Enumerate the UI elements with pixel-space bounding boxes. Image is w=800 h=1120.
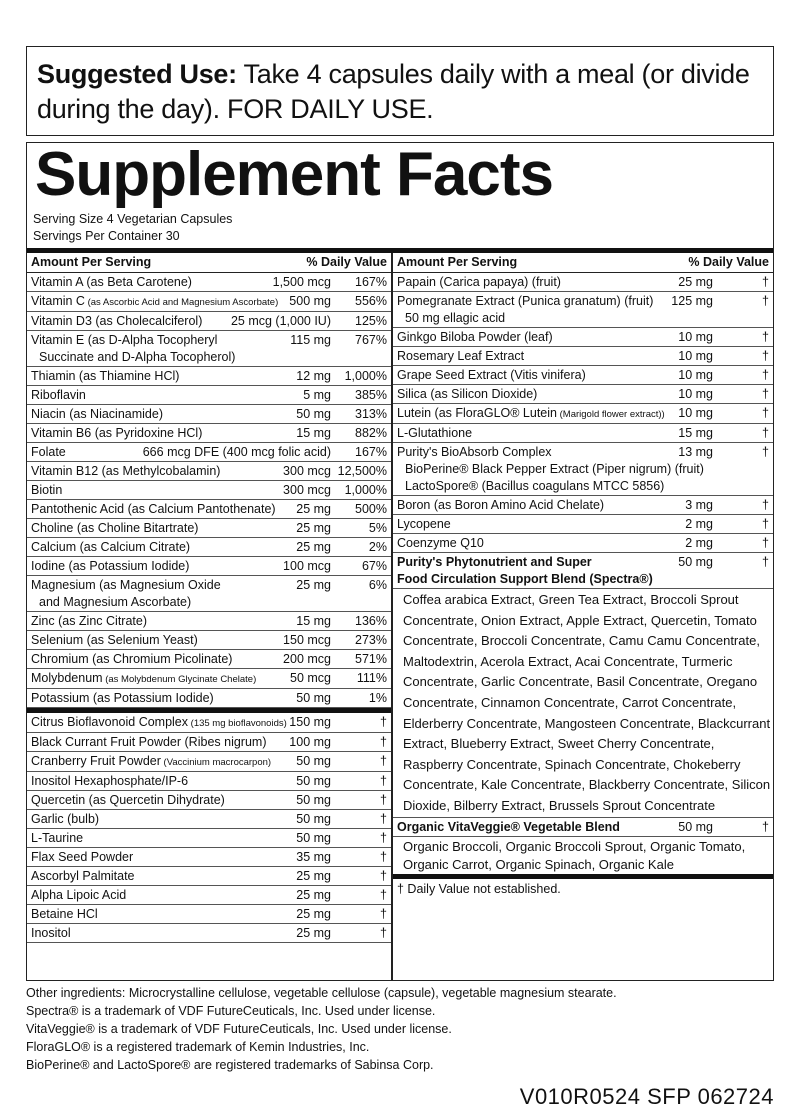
other-line: BioPerine® and LactoSpore® are registered trademarks of Sabinsa Corp. [26,1058,434,1072]
nutrient-amount: 50 mg [296,831,331,845]
nutrient-amount: 25 mcg (1,000 IU) [230,314,331,328]
nutrient-row [393,328,773,347]
nutrient-name: Flax Seed Powder [31,850,134,864]
header-amount: Amount Per Serving [31,255,152,269]
nutrient-amount: 150 mg [289,715,331,729]
nutrient-dv: 500% [355,502,387,516]
nutrient-name: Biotin [31,483,63,497]
nutrient-row [27,791,391,810]
nutrient-dv: 1% [368,691,387,705]
nutrient-dv: † [380,907,387,921]
nutrient-dv: † [762,445,769,459]
nutrient-name: Vitamin C [31,294,85,308]
nutrient-amount: 10 mg [678,330,713,344]
nutrient-dv: 67% [361,559,387,573]
nutrient-dv: † [762,387,769,401]
nutrient-dv: † [380,926,387,940]
nutrient-row [27,650,391,669]
nutrient-row [27,424,391,443]
nutrient-row [27,405,391,424]
nutrient-amount: 25 mg [296,578,331,592]
nutrient-dv: † [380,774,387,788]
other-ingredients [26,984,617,1074]
nutrient-dv: † [762,498,769,512]
nutrient-row [27,924,391,943]
nutrient-name: Selenium (as Selenium Yeast) [31,633,198,647]
nutrient-name: L-Taurine [31,831,84,845]
blend1-title-1: Purity's Phytonutrient and Super [397,555,592,569]
nutrient-name: Vitamin B6 (as Pyridoxine HCl) [31,426,203,440]
nutrient-name: Thiamin (as Thiamine HCl) [31,369,180,383]
nutrient-name: Citrus Bioflavonoid Complex [31,715,189,729]
suggested-use-text: Take 4 capsules daily with a meal (or divide during the day). FOR DAILY USE. [37,59,750,124]
nutrient-name: Lycopene [397,517,451,531]
nutrient-name: Coenzyme Q10 [397,536,484,550]
nutrient-name: Riboflavin [31,388,86,402]
nutrient-row [393,515,773,534]
nutrient-dv: 5% [368,521,387,535]
nutrient-amount: 2 mg [685,536,713,550]
nutrient-row [27,538,391,557]
nutrient-name: Boron (as Boron Amino Acid Chelate) [397,498,605,512]
nutrient-name: Calcium (as Calcium Citrate) [31,540,191,554]
nutrient-dv: † [762,426,769,440]
nutrient-row [27,462,391,481]
other-line: FloraGLO® is a registered trademark of Kemin Industries, Inc. [26,1040,370,1054]
nutrient-amount: 10 mg [678,349,713,363]
nutrient-source: (as Ascorbic Acid and Magnesium Ascorbate) [84,297,279,308]
nutrient-amount: 10 mg [678,368,713,382]
nutrient-dv: † [380,850,387,864]
nutrient-row [393,292,773,328]
nutrient-row [27,713,391,733]
nutrient-amount: 2 mg [685,517,713,531]
nutrient-source: (Marigold flower extract)) [557,409,665,420]
nutrient-amount: 15 mg [678,426,713,440]
nutrient-amount: 300 mcg [283,483,331,497]
nutrient-row [27,867,391,886]
serving-size: Serving Size 4 Vegetarian Capsules [33,212,233,226]
nutrient-row [393,385,773,404]
nutrient-name: Ginkgo Biloba Powder (leaf) [397,330,553,344]
nutrient-row [27,631,391,650]
nutrient-dv: † [380,735,387,749]
nutrient-amount: 150 mcg [283,633,331,647]
nutrient-row [27,557,391,576]
nutrient-name: Silica (as Silicon Dioxide) [397,387,538,401]
nutrient-dv: 273% [355,633,387,647]
nutrient-row [27,576,391,612]
nutrient-dv: † [762,349,769,363]
nutrient-name: Vitamin B12 (as Methylcobalamin) [31,464,221,478]
right-rows [393,273,773,553]
nutrient-source: (Vaccinium macrocarpon) [160,757,272,768]
nutrient-dv: 882% [355,426,387,440]
nutrient-row [27,273,391,292]
left-rows [27,273,391,708]
other-line: VitaVeggie® is a trademark of VDF FutureCeuticals, Inc. Used under license. [26,1022,452,1036]
nutrient-dv: 136% [355,614,387,628]
facts-title: Supplement Facts [35,140,553,209]
nutrient-name: Inositol [31,926,71,940]
nutrient-amount: 13 mg [678,445,713,459]
nutrient-dv: † [762,368,769,382]
blend1-amount: 50 mg [678,555,713,569]
left-rows-secondary [27,708,391,943]
nutrient-subline: and Magnesium Ascorbate) [39,595,192,609]
nutrient-row [27,772,391,791]
nutrient-dv: 167% [355,445,387,459]
nutrient-row [27,481,391,500]
nutrient-name: Black Currant Fruit Powder (Ribes nigrum) [31,735,267,749]
nutrient-name: Molybdenum [31,671,103,685]
nutrient-amount: 666 mcg DFE (400 mcg folic acid) [142,445,331,459]
nutrient-row [27,886,391,905]
nutrient-row [27,367,391,386]
nutrient-row [27,386,391,405]
nutrient-subline: 50 mg ellagic acid [405,311,506,325]
blend2-title: Organic VitaVeggie® Vegetable Blend [397,819,620,834]
nutrient-amount: 25 mg [296,869,331,883]
right-header [393,253,773,273]
nutrient-name: Choline (as Choline Bitartrate) [31,521,199,535]
nutrient-subline: BioPerine® Black Pepper Extract (Piper nigrum) (fruit) [405,462,704,476]
nutrient-row [27,612,391,631]
header-amount: Amount Per Serving [397,255,518,269]
other-line: Spectra® is a trademark of VDF FutureCeuticals, Inc. Used under license. [26,1004,436,1018]
left-header [27,253,391,273]
nutrient-amount: 50 mg [296,754,331,768]
nutrient-amount: 500 mg [289,294,331,308]
nutrient-name: Vitamin D3 (as Cholecalciferol) [31,314,203,328]
nutrient-name: L-Glutathione [397,426,473,440]
nutrient-amount: 50 mg [296,812,331,826]
nutrient-dv: † [380,812,387,826]
other-line: Other ingredients: Microcrystalline cellulose, vegetable cellulose (capsule), vegetable magnesium stearate. [26,986,617,1000]
blend1-row [393,553,773,589]
blend2-row [393,818,773,837]
nutrient-name: Pomegranate Extract (Punica granatum) (fruit) [397,294,654,308]
suggested-use-box [26,46,774,136]
nutrient-dv: † [762,294,769,308]
nutrient-amount: 35 mg [296,850,331,864]
blend1-ingredients: Coffea arabica Extract, Green Tea Extract, Broccoli Sprout Concentrate, Onion Extract, Apple Extract, Quercetin, Tomato Concentrate, Broccoli Concentrate, Camu Camu Concentrate, Maltodextrin, Acerola Extract, Acai Concentrate, Turmeric Concentrate, Garlic Concentrate, Basil Concentrate, Oregano Concentrate, Cinnamon Concentrate, Carrot Concentrate, Elderberry Concentrate, Mangosteen Concentrate, Blackcurrant Extract, Blueberry Extract, Sweet Cherry Concentrate, Raspberry Concentrate, Spinach Concentrate, Chokeberry Concentrate, Kale Concentrate, Blackberry Concentrate, Silicon Dioxide, Bilberry Extract, Brussels Sprout Concentrate [393,589,773,818]
nutrient-amount: 300 mcg [283,464,331,478]
nutrient-amount: 50 mg [296,774,331,788]
header-dv: % Daily Value [688,255,769,269]
nutrient-row [393,404,773,424]
nutrient-name: Iodine (as Potassium Iodide) [31,559,190,573]
nutrient-dv: 12,500% [337,464,387,478]
nutrient-dv: 556% [355,294,387,308]
blend2-dv: † [762,819,769,834]
nutrient-dv: † [380,888,387,902]
nutrient-amount: 12 mg [296,369,331,383]
nutrient-row [27,752,391,772]
nutrient-amount: 10 mg [678,387,713,401]
nutrient-dv: 571% [355,652,387,666]
nutrient-dv: 6% [368,578,387,592]
label-code: V010R0524 SFP 062724 [519,1084,774,1109]
nutrient-row [27,829,391,848]
nutrient-name: Quercetin (as Quercetin Dihydrate) [31,793,225,807]
nutrient-name: Rosemary Leaf Extract [397,349,525,363]
nutrient-amount: 15 mg [296,614,331,628]
nutrient-dv: 313% [355,407,387,421]
serving-info [33,211,232,245]
blend2-ingredients: Organic Broccoli, Organic Broccoli Sprout, Organic Tomato, Organic Carrot, Organic Spinach, Organic Kale [403,838,746,872]
nutrient-amount: 200 mcg [283,652,331,666]
nutrient-dv: 167% [355,275,387,289]
nutrient-row [27,669,391,689]
nutrient-name: Inositol Hexaphosphate/IP-6 [31,774,189,788]
nutrient-amount: 25 mg [296,540,331,554]
nutrient-row [27,312,391,331]
nutrient-amount: 25 mg [296,888,331,902]
nutrient-amount: 100 mg [289,735,331,749]
nutrient-name: Garlic (bulb) [31,812,100,826]
nutrient-row [27,443,391,462]
nutrient-amount: 25 mg [296,502,331,516]
nutrient-dv: 385% [355,388,387,402]
nutrient-amount: 50 mg [296,793,331,807]
nutrient-name: Ascorbyl Palmitate [31,869,135,883]
nutrient-amount: 10 mg [678,406,713,420]
footnote: † Daily Value not established. [393,874,773,899]
nutrient-amount: 25 mg [678,275,713,289]
nutrient-row [393,366,773,385]
blend2-amount: 50 mg [678,819,713,834]
nutrient-amount: 25 mg [296,521,331,535]
nutrient-name: Alpha Lipoic Acid [31,888,127,902]
nutrient-name: Papain (Carica papaya) (fruit) [397,275,561,289]
nutrient-name: Vitamin A (as Beta Carotene) [31,275,192,289]
nutrient-amount: 25 mg [296,907,331,921]
nutrient-name: Vitamin E (as D-Alpha Tocopheryl [31,333,218,347]
nutrient-row [27,689,391,708]
nutrient-amount: 100 mcg [283,559,331,573]
nutrient-dv: 111% [356,671,387,685]
nutrient-name: Niacin (as Niacinamide) [31,407,163,421]
nutrient-amount: 3 mg [685,498,713,512]
supplement-facts-panel [26,142,774,981]
nutrient-row [393,443,773,496]
nutrient-source: (135 mg bioflavonoids) [188,718,287,729]
nutrient-row [393,534,773,553]
nutrient-dv: 125% [355,314,387,328]
blend1-title-2: Food Circulation Support Blend (Spectra®) [397,572,653,586]
nutrient-dv: † [380,831,387,845]
nutrient-name: Purity's BioAbsorb Complex [397,445,552,459]
nutrient-dv: † [380,754,387,768]
nutrient-dv: † [380,869,387,883]
nutrient-dv: 767% [355,333,387,347]
nutrient-name: Chromium (as Chromium Picolinate) [31,652,233,666]
nutrient-name: Magnesium (as Magnesium Oxide [31,578,221,592]
nutrient-subline: Succinate and D-Alpha Tocopherol) [39,350,236,364]
nutrient-dv: 2% [368,540,387,554]
nutrient-row [27,500,391,519]
servings-per-container: Servings Per Container 30 [33,229,180,243]
nutrient-name: Folate [31,445,66,459]
nutrient-name: Potassium (as Potassium Iodide) [31,691,214,705]
nutrient-dv: † [762,536,769,550]
nutrient-amount: 25 mg [296,926,331,940]
nutrient-name: Betaine HCl [31,907,98,921]
nutrient-row [27,292,391,312]
nutrient-dv: 1,000% [344,483,387,497]
nutrient-row [27,519,391,538]
nutrient-name: Lutein (as FloraGLO® Lutein [397,406,557,420]
nutrient-row [27,848,391,867]
nutrient-amount: 50 mcg [290,671,331,685]
nutrient-amount: 115 mg [290,333,331,347]
nutrient-amount: 50 mg [296,691,331,705]
nutrient-source: (as Molybdenum Glycinate Chelate) [102,674,257,685]
nutrient-row [393,347,773,366]
nutrient-amount: 5 mg [303,388,331,402]
nutrient-row [393,273,773,292]
nutrient-dv: † [762,330,769,344]
right-column [393,253,773,899]
nutrient-row [27,331,391,367]
nutrient-name: Zinc (as Zinc Citrate) [31,614,147,628]
nutrient-dv: † [380,715,387,729]
nutrient-row [27,810,391,829]
blend1-dv: † [762,555,769,569]
nutrient-amount: 50 mg [296,407,331,421]
nutrient-name: Grape Seed Extract (Vitis vinifera) [397,368,586,382]
nutrient-row [27,733,391,752]
nutrient-dv: † [762,517,769,531]
suggested-use-label: Suggested Use: [37,59,237,89]
nutrient-amount: 15 mg [296,426,331,440]
header-dv: % Daily Value [306,255,387,269]
left-column [27,253,391,943]
nutrient-name: Cranberry Fruit Powder [31,754,161,768]
nutrient-dv: † [762,275,769,289]
nutrient-dv: † [380,793,387,807]
nutrient-dv: 1,000% [344,369,387,383]
nutrient-subline: LactoSpore® (Bacillus coagulans MTCC 5856) [405,479,665,493]
nutrient-dv: † [762,406,769,420]
nutrient-row [27,905,391,924]
nutrient-row [393,496,773,515]
nutrient-amount: 125 mg [671,294,713,308]
nutrient-name: Pantothenic Acid (as Calcium Pantothenate) [31,502,276,516]
nutrient-amount: 1,500 mcg [272,275,331,289]
nutrient-row [393,424,773,443]
